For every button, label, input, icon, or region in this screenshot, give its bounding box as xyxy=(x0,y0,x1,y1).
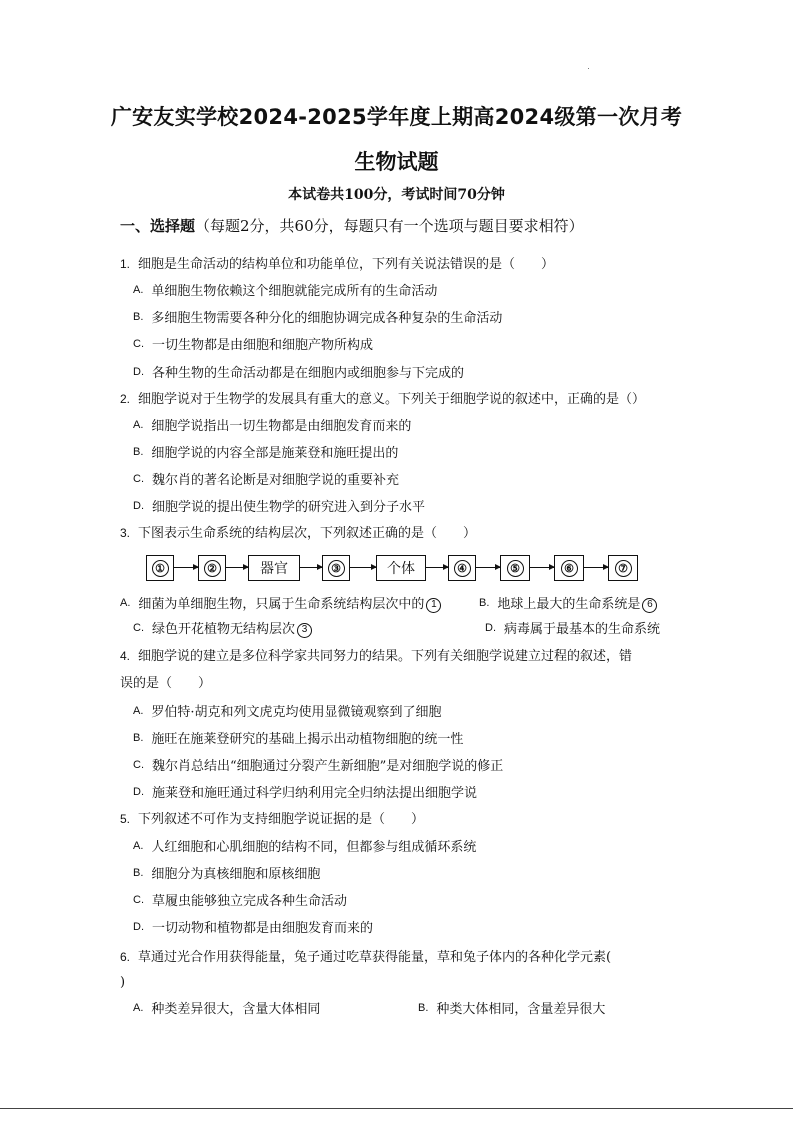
arrow-icon xyxy=(226,567,248,568)
option-letter: A. xyxy=(133,419,144,431)
question-4-cont: 误的是（ ） xyxy=(120,676,212,691)
option-text: 绿色开花植物无结构层次 xyxy=(152,622,296,637)
option-letter: A. xyxy=(133,840,144,852)
question-6-cont: ) xyxy=(120,975,126,990)
page-bottom-rule xyxy=(0,1108,793,1109)
q2-option-b[interactable] xyxy=(133,443,398,463)
option-letter: A. xyxy=(120,597,131,609)
option-text: 细胞学说的内容全部是施莱登和施旺提出的 xyxy=(151,446,399,461)
level-box-5: ⑤ xyxy=(500,555,530,581)
q5-option-c[interactable] xyxy=(133,891,347,911)
option-text: 一切动物和植物都是由细胞发育而来的 xyxy=(152,921,374,936)
option-text: 单细胞生物依赖这个细胞就能完成所有的生命活动 xyxy=(151,284,438,299)
arrow-icon xyxy=(530,567,554,568)
q1-option-d[interactable] xyxy=(133,363,464,383)
q5-option-d[interactable] xyxy=(133,918,373,938)
option-letter: D. xyxy=(133,366,144,378)
option-letter: D. xyxy=(133,786,144,798)
q3-option-b[interactable] xyxy=(479,594,657,614)
question-number: 6. xyxy=(120,950,131,964)
option-letter: D. xyxy=(133,500,144,512)
q4-option-d[interactable] xyxy=(133,783,477,803)
exam-info: 本试卷共100分，考试时间70分钟 xyxy=(288,187,505,203)
question-4 xyxy=(120,647,632,666)
arrow-icon xyxy=(174,567,198,568)
level-box-7: ⑦ xyxy=(608,555,638,581)
question-stem: 细胞学说的建立是多位科学家共同努力的结果。下列有关细胞学说建立过程的叙述，错 xyxy=(138,649,633,664)
option-text: 细菌为单细胞生物，只属于生命系统结构层次中的 xyxy=(138,597,425,612)
question-stem: 细胞是生命活动的结构单位和功能单位，下列有关说法错误的是（ ） xyxy=(138,257,555,272)
option-text: 各种生物的生命活动都是在细胞内或细胞参与下完成的 xyxy=(152,366,465,381)
question-number: 3. xyxy=(120,526,131,540)
q2-option-a[interactable] xyxy=(133,416,411,436)
arrow-icon xyxy=(476,567,500,568)
question-2 xyxy=(120,390,645,409)
option-letter: C. xyxy=(133,338,144,350)
section-note: （每题2分，共60分，每题只有一个选项与题目要求相符） xyxy=(195,217,584,235)
option-text: 魏尔肖总结出“细胞通过分裂产生新细胞”是对细胞学说的修正 xyxy=(152,759,504,774)
q2-option-d[interactable] xyxy=(133,497,425,517)
option-text: 魏尔肖的著名论断是对细胞学说的重要补充 xyxy=(152,473,400,488)
level-box-organ: 器官 xyxy=(248,555,300,581)
question-1 xyxy=(120,255,554,274)
exam-subject: 生物试题 xyxy=(354,150,439,174)
section-title: 一、选择题 xyxy=(120,217,196,235)
option-text: 地球上最大的生命系统是 xyxy=(497,597,641,612)
level-box-1: ① xyxy=(146,555,174,581)
question-5 xyxy=(120,810,424,829)
life-system-hierarchy-diagram xyxy=(146,553,646,585)
q4-option-b[interactable] xyxy=(133,729,463,749)
q1-option-b[interactable] xyxy=(133,308,502,328)
arrow-icon xyxy=(300,567,322,568)
question-stem: 下图表示生命系统的结构层次，下列叙述正确的是（ ） xyxy=(138,526,477,541)
section-heading xyxy=(120,215,584,236)
q6-option-b[interactable] xyxy=(418,999,605,1019)
option-letter: A. xyxy=(133,705,144,717)
option-letter: B. xyxy=(133,446,144,458)
question-stem: 细胞学说对于生物学的发展具有重大的意义。下列关于细胞学说的叙述中，正确的是（） xyxy=(138,392,646,407)
option-text: 种类差异很大，含量大体相同 xyxy=(151,1002,321,1017)
option-letter: A. xyxy=(133,284,144,296)
option-letter: B. xyxy=(418,1002,429,1014)
option-letter: D. xyxy=(133,921,144,933)
option-letter: C. xyxy=(133,473,144,485)
option-text: 细胞分为真核细胞和原核细胞 xyxy=(151,867,321,882)
circled-number: 3 xyxy=(297,623,312,638)
q3-option-c[interactable] xyxy=(133,619,312,639)
option-text: 施莱登和施旺通过科学归纳利用完全归纳法提出细胞学说 xyxy=(152,786,478,801)
q1-option-c[interactable] xyxy=(133,335,373,355)
option-letter: C. xyxy=(133,622,144,634)
option-letter: B. xyxy=(133,311,144,323)
question-3 xyxy=(120,524,476,543)
option-letter: C. xyxy=(133,894,144,906)
q4-option-a[interactable] xyxy=(133,702,442,722)
q5-option-b[interactable] xyxy=(133,864,320,884)
q4-option-c[interactable] xyxy=(133,756,503,776)
option-text: 细胞学说的提出使生物学的研究进入到分子水平 xyxy=(152,500,426,515)
option-letter: B. xyxy=(479,597,490,609)
option-letter: C. xyxy=(133,759,144,771)
arrow-icon xyxy=(584,567,608,568)
option-text: 施旺在施莱登研究的基础上揭示出动植物细胞的统一性 xyxy=(151,732,464,747)
circled-number: 1 xyxy=(426,598,441,613)
scan-dot xyxy=(588,68,589,69)
option-text: 人红细胞和心肌细胞的结构不同，但都参与组成循环系统 xyxy=(151,840,477,855)
option-text: 病毒属于最基本的生命系统 xyxy=(504,622,661,637)
level-box-2: ② xyxy=(198,555,226,581)
option-text: 细胞学说指出一切生物都是由细胞发育而来的 xyxy=(151,419,412,434)
option-text: 罗伯特·胡克和列文虎克均使用显微镜观察到了细胞 xyxy=(151,705,442,720)
option-text: 草履虫能够独立完成各种生命活动 xyxy=(152,894,348,909)
question-6 xyxy=(120,948,611,967)
level-box-individual: 个体 xyxy=(376,555,426,581)
arrow-icon xyxy=(350,567,376,568)
q2-option-c[interactable] xyxy=(133,470,399,490)
exam-title: 广安友实学校2024-2025学年度上期高2024级第一次月考 xyxy=(110,105,683,129)
q3-option-d[interactable] xyxy=(485,619,660,639)
option-text: 多细胞生物需要各种分化的细胞协调完成各种复杂的生命活动 xyxy=(151,311,503,326)
q5-option-a[interactable] xyxy=(133,837,476,857)
option-letter: D. xyxy=(485,622,496,634)
question-number: 1. xyxy=(120,257,131,271)
option-text: 种类大体相同，含量差异很大 xyxy=(436,1002,606,1017)
circled-number: 6 xyxy=(642,598,657,613)
q3-option-a[interactable] xyxy=(120,594,441,614)
q6-option-a[interactable] xyxy=(133,999,320,1019)
question-number: 5. xyxy=(120,812,131,826)
option-letter: A. xyxy=(133,1002,144,1014)
question-stem: 草通过光合作用获得能量，兔子通过吃草获得能量，草和兔子体内的各种化学元素( xyxy=(138,950,612,965)
option-letter: B. xyxy=(133,732,144,744)
level-box-4: ④ xyxy=(448,555,476,581)
option-text: 一切生物都是由细胞和细胞产物所构成 xyxy=(152,338,374,353)
level-box-6: ⑥ xyxy=(554,555,584,581)
q1-option-a[interactable] xyxy=(133,281,437,301)
question-number: 2. xyxy=(120,392,131,406)
option-letter: B. xyxy=(133,867,144,879)
question-number: 4. xyxy=(120,649,131,663)
level-box-3: ③ xyxy=(322,555,350,581)
arrow-icon xyxy=(426,567,448,568)
question-stem: 下列叙述不可作为支持细胞学说证据的是（ ） xyxy=(138,812,425,827)
